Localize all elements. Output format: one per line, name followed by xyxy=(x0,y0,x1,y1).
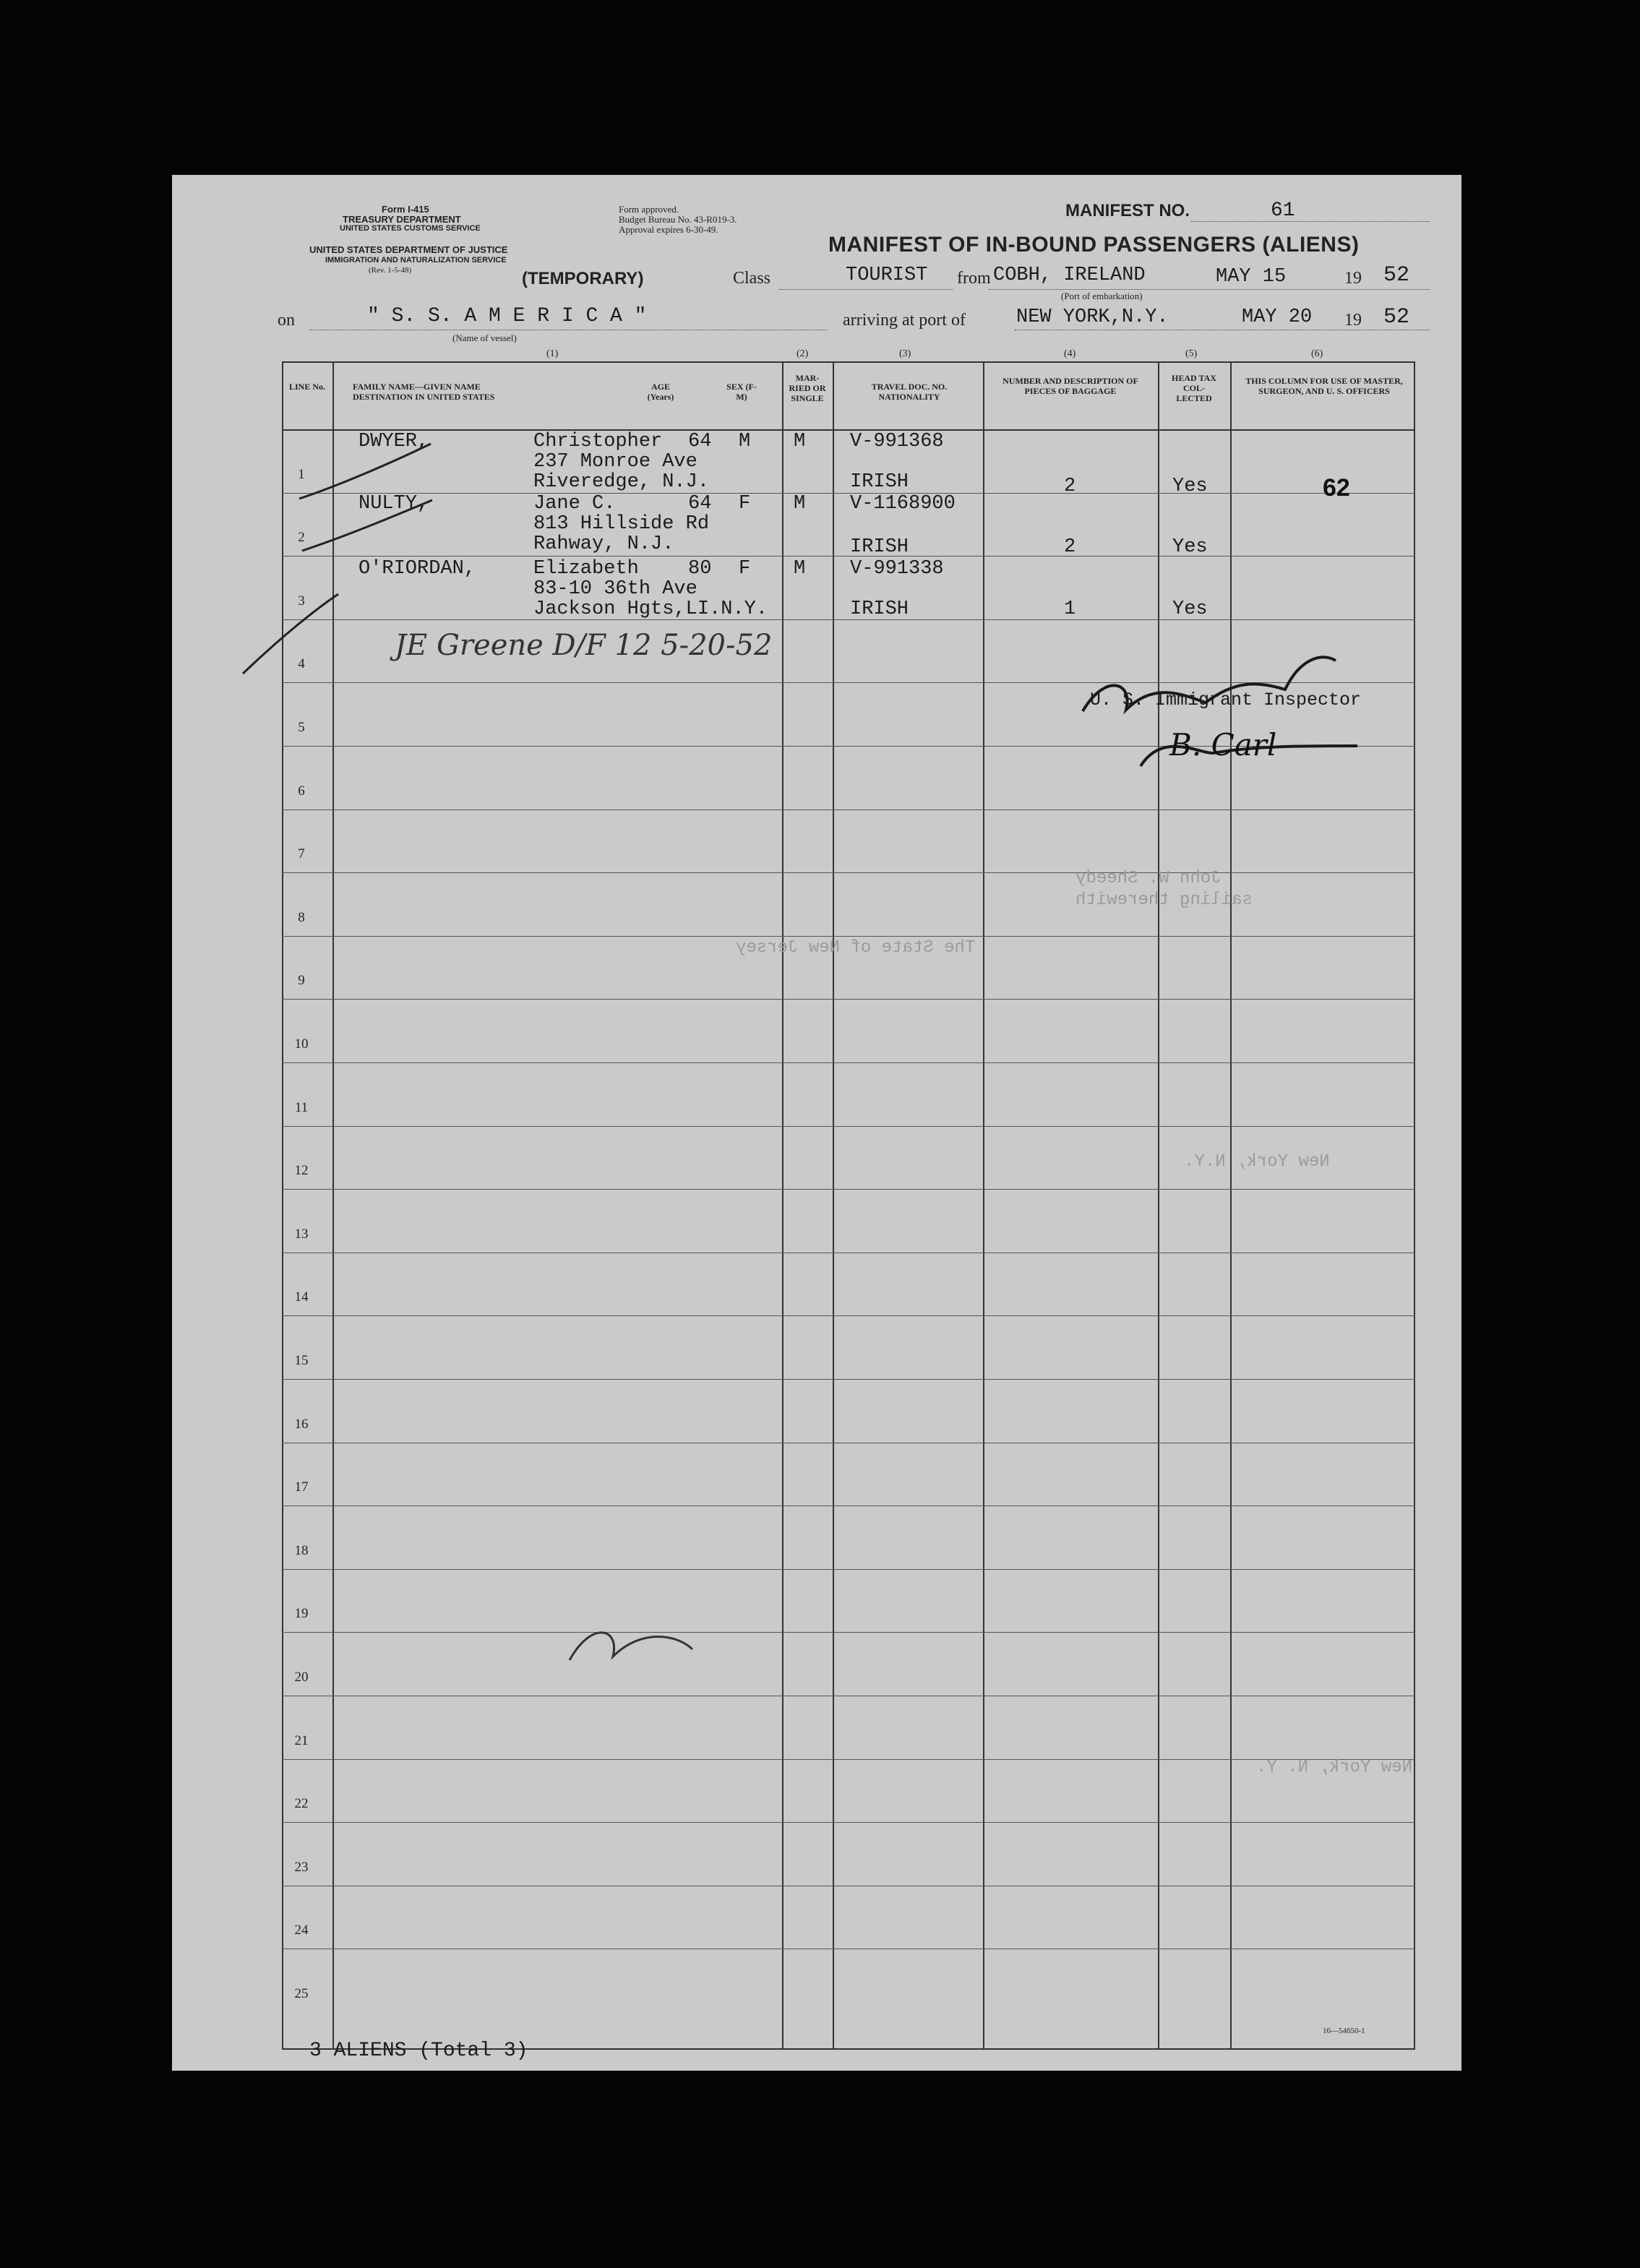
bleed-through: New York, N. Y. xyxy=(1256,1758,1413,1777)
initials-stroke xyxy=(570,1633,692,1660)
line-number: 21 xyxy=(294,1733,309,1748)
passenger-3-nationality: IRISH xyxy=(850,598,909,620)
hdr-sex: SEX (F-M) xyxy=(726,382,757,402)
passenger-3-given: Elizabeth xyxy=(533,558,639,580)
col-num-5: (5) xyxy=(1185,348,1198,359)
passenger-3-sex: F xyxy=(739,558,751,580)
passenger-1-married: M xyxy=(794,431,806,452)
hdr-age: AGE (Years) xyxy=(647,382,674,402)
justice-dept: UNITED STATES DEPARTMENT OF JUSTICE xyxy=(309,244,508,255)
on-label: on xyxy=(278,311,295,330)
line-number: 18 xyxy=(294,1543,309,1558)
line-number: 5 xyxy=(298,720,305,735)
col-num-3: (3) xyxy=(899,348,911,359)
treasury-dept: TREASURY DEPARTMENT xyxy=(343,214,461,225)
passenger-2-baggage: 2 xyxy=(1064,536,1076,558)
passenger-2-city: Rahway, N.J. xyxy=(533,533,674,555)
vessel-name: " S. S. A M E R I C A " xyxy=(367,305,647,327)
manifest-page xyxy=(172,175,1461,2071)
revision: (Rev. 1-5-48) xyxy=(369,266,412,275)
passenger-1-tax: Yes xyxy=(1172,476,1208,497)
class-label: Class xyxy=(733,269,771,288)
manifest-number: 61 xyxy=(1271,199,1295,222)
arrival-year: 52 xyxy=(1383,305,1410,330)
passenger-2-given: Jane C. xyxy=(533,493,616,515)
passenger-1-age: 64 xyxy=(688,431,712,452)
col-num-2: (2) xyxy=(797,348,809,359)
passenger-1-nationality: IRISH xyxy=(850,471,909,493)
arrival-port: NEW YORK,N.Y. xyxy=(1016,306,1169,328)
hdr-baggage: NUMBER AND DESCRIPTION OF PIECES OF BAGGAGE xyxy=(1003,376,1138,396)
passenger-1-address: 237 Monroe Ave xyxy=(533,451,697,473)
passenger-1-given: Christopher xyxy=(533,431,663,452)
passenger-2-family: NULTY, xyxy=(359,493,429,515)
line-number: 8 xyxy=(298,910,305,925)
line-number: 23 xyxy=(294,1860,309,1875)
hdr-name: FAMILY NAME—GIVEN NAME xyxy=(353,382,481,392)
passenger-3-family: O'RIORDAN, xyxy=(359,558,476,580)
passenger-3-doc: V-991338 xyxy=(850,558,944,580)
vessel-caption: (Name of vessel) xyxy=(452,332,517,343)
line-number: 1 xyxy=(298,467,305,482)
check-mark xyxy=(302,500,432,551)
passenger-3-city: Jackson Hgts,LI.N.Y. xyxy=(533,598,768,620)
passenger-2-sex: F xyxy=(739,493,751,515)
passenger-3-married: M xyxy=(794,558,806,580)
arrival-date: MAY 20 xyxy=(1242,306,1313,328)
passenger-1-baggage: 2 xyxy=(1064,476,1076,497)
line-number: 22 xyxy=(294,1796,309,1811)
passenger-2-age: 64 xyxy=(688,493,712,515)
passenger-1-doc: V-991368 xyxy=(850,431,944,452)
inspector-stamp: U. S. Immigrant Inspector xyxy=(1090,690,1362,710)
form-number: Form I-415 xyxy=(382,204,429,215)
line-number: 15 xyxy=(294,1353,309,1368)
passenger-1-sex: M xyxy=(739,431,751,452)
arrival-year-prefix: 19 xyxy=(1344,311,1362,330)
line-number: 24 xyxy=(294,1923,309,1938)
print-code: 16—54650-1 xyxy=(1323,2027,1365,2035)
manifest-label: MANIFEST NO. xyxy=(1065,201,1190,220)
hdr-officers: THIS COLUMN FOR USE OF MASTER, SURGEON, AND U. S. OFFICERS xyxy=(1245,376,1403,396)
passenger-3-age: 80 xyxy=(688,558,712,580)
departure-year: 52 xyxy=(1383,263,1410,288)
check-mark xyxy=(243,594,338,674)
bleed-through: sailing therewith xyxy=(1076,890,1253,910)
passenger-3-baggage: 1 xyxy=(1064,598,1076,620)
check-marks xyxy=(172,175,1461,2071)
approval-expires: Approval expires 6-30-49. xyxy=(619,224,718,235)
line-number: 7 xyxy=(298,846,305,862)
passenger-2-married: M xyxy=(794,493,806,515)
bleed-through: New York, N.Y. xyxy=(1184,1152,1330,1172)
passenger-2-tax: Yes xyxy=(1172,536,1208,558)
line-number: 9 xyxy=(298,973,305,988)
line-number: 17 xyxy=(294,1479,309,1495)
passenger-1-city: Riveredge, N.J. xyxy=(533,471,710,493)
line-number: 11 xyxy=(294,1100,309,1115)
passenger-2-address: 813 Hillside Rd xyxy=(533,513,710,535)
class-value: TOURIST xyxy=(846,265,928,286)
departure-year-prefix: 19 xyxy=(1344,269,1362,288)
hdr-head-tax: HEAD TAX COL- LECTED xyxy=(1172,373,1216,403)
total-aliens: 3 ALIENS (Total 3) xyxy=(309,2040,528,2062)
line-number: 12 xyxy=(294,1163,309,1178)
line-number: 20 xyxy=(294,1670,309,1685)
from-label: from xyxy=(957,269,991,288)
col-num-6: (6) xyxy=(1311,348,1323,359)
hdr-married: MAR- RIED OR SINGLE xyxy=(789,373,826,403)
passenger-3-address: 83-10 36th Ave xyxy=(533,578,697,600)
line-number: 2 xyxy=(298,530,305,545)
col-num-1: (1) xyxy=(546,348,559,359)
line-number: 6 xyxy=(298,783,305,799)
passenger-2-doc: V-1168900 xyxy=(850,493,956,515)
line-number: 13 xyxy=(294,1227,309,1242)
line-number: 25 xyxy=(294,1986,309,2001)
departure-date: MAY 15 xyxy=(1216,266,1287,288)
hdr-travel-doc: TRAVEL DOC. NO. NATIONALITY xyxy=(871,382,948,402)
hdr-destination: DESTINATION IN UNITED STATES xyxy=(353,392,495,402)
temporary-label: (TEMPORARY) xyxy=(522,269,644,288)
port-caption: (Port of embarkation) xyxy=(1061,291,1143,301)
customs-service: UNITED STATES CUSTOMS SERVICE xyxy=(340,224,481,233)
line-number: 14 xyxy=(294,1289,309,1305)
line-number: 16 xyxy=(294,1417,309,1432)
budget-bureau: Budget Bureau No. 43-R019-3. xyxy=(619,214,737,225)
check-mark xyxy=(299,444,431,499)
hdr-line-no: LINE No. xyxy=(288,382,325,392)
col-num-4: (4) xyxy=(1064,348,1076,359)
port-of-embarkation: COBH, IRELAND xyxy=(993,265,1146,286)
passenger-3-tax: Yes xyxy=(1172,598,1208,620)
arriving-label: arriving at port of xyxy=(843,311,966,330)
line4-handwritten-note: JE Greene D/F 12 5-20-52 xyxy=(395,629,773,662)
bleed-through: John W. Sheedy xyxy=(1076,869,1222,888)
line-number: 3 xyxy=(298,593,305,609)
line-number: 10 xyxy=(294,1036,309,1052)
line-number: 19 xyxy=(294,1606,309,1621)
bleed-through: The State of New Jersey xyxy=(736,938,976,958)
manifest-title: MANIFEST OF IN-BOUND PASSENGERS (ALIENS) xyxy=(828,233,1360,257)
line-number: 4 xyxy=(298,656,305,671)
inspector-signature: B. Carl xyxy=(1169,727,1277,763)
form-approved: Form approved. xyxy=(619,204,679,215)
ins-service: IMMIGRATION AND NATURALIZATION SERVICE xyxy=(325,256,507,265)
officer-note: 62 xyxy=(1323,474,1350,502)
passenger-1-family: DWYER, xyxy=(359,431,429,452)
passenger-2-nationality: IRISH xyxy=(850,536,909,558)
